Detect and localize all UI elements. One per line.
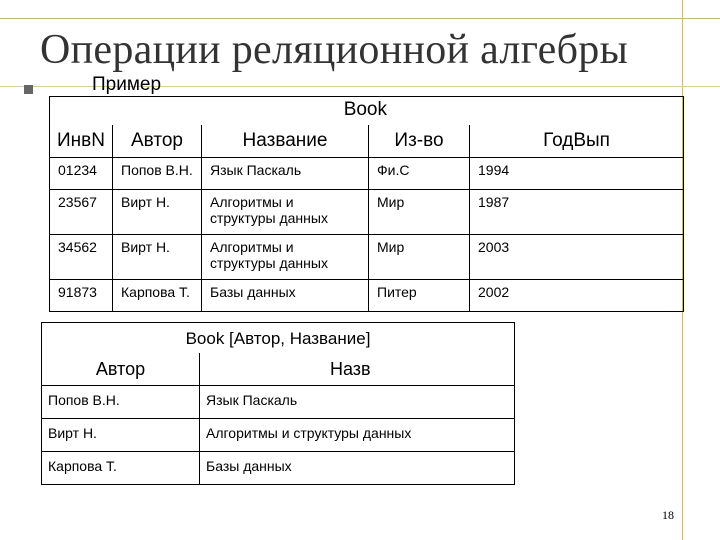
table-header-cell: Автор — [42, 353, 200, 386]
book-table — [49, 96, 684, 312]
table-header-cell: Из-во — [369, 125, 470, 158]
table-header-cell: ГодВып — [470, 125, 684, 158]
table-cell: Мир — [369, 235, 470, 280]
table-cell: 01234 — [50, 158, 113, 190]
table-cell: 91873 — [50, 280, 113, 312]
table-cell: 2002 — [470, 280, 684, 312]
table-row — [50, 280, 684, 312]
table-cell: Карпова Т. — [42, 452, 200, 485]
table-cell: Алгоритмы и структуры данных — [200, 419, 515, 452]
table-cell: Мир — [369, 190, 470, 235]
slide-title: Операции реляционной алгебры — [40, 27, 629, 73]
book-table-caption: Book — [50, 97, 684, 126]
bullet-square-icon — [24, 85, 33, 94]
table-cell: Базы данных — [200, 452, 515, 485]
slide-frame-top-line — [0, 18, 720, 19]
table-cell: Базы данных — [202, 280, 369, 312]
slide-subtitle: Пример — [92, 74, 162, 95]
table-row — [42, 452, 515, 485]
table-header-cell: Автор — [113, 125, 202, 158]
table-cell: Язык Паскаль — [200, 386, 515, 419]
book-table-header-row — [50, 125, 684, 158]
projection-table-caption: Book [Автор, Название] — [42, 323, 515, 354]
table-header-cell: ИнвN — [50, 125, 113, 158]
table-row — [50, 158, 684, 190]
table-cell: Попов В.Н. — [42, 386, 200, 419]
table-cell: Питер — [369, 280, 470, 312]
table-row — [50, 190, 684, 235]
page-number: 18 — [662, 508, 674, 522]
table-cell: 2003 — [470, 235, 684, 280]
table-row — [50, 235, 684, 280]
table-cell: Вирт Н. — [42, 419, 200, 452]
table-row — [42, 419, 515, 452]
table-header-cell: Назв — [200, 353, 515, 386]
table-cell: Язык Паскаль — [202, 158, 369, 190]
table-cell: Попов В.Н. — [113, 158, 202, 190]
projection-table — [41, 322, 515, 485]
table-cell: Вирт Н. — [113, 235, 202, 280]
table-cell: Карпова Т. — [113, 280, 202, 312]
table-cell: Алгоритмы и структуры данных — [202, 235, 369, 280]
projection-table-header-row — [42, 353, 515, 386]
table-cell: 23567 — [50, 190, 113, 235]
table-cell: Алгоритмы и структуры данных — [202, 190, 369, 235]
table-cell: 1987 — [470, 190, 684, 235]
table-header-cell: Название — [202, 125, 369, 158]
table-cell: 34562 — [50, 235, 113, 280]
table-cell: 1994 — [470, 158, 684, 190]
table-row — [42, 386, 515, 419]
table-cell: Фи.С — [369, 158, 470, 190]
table-cell: Вирт Н. — [113, 190, 202, 235]
